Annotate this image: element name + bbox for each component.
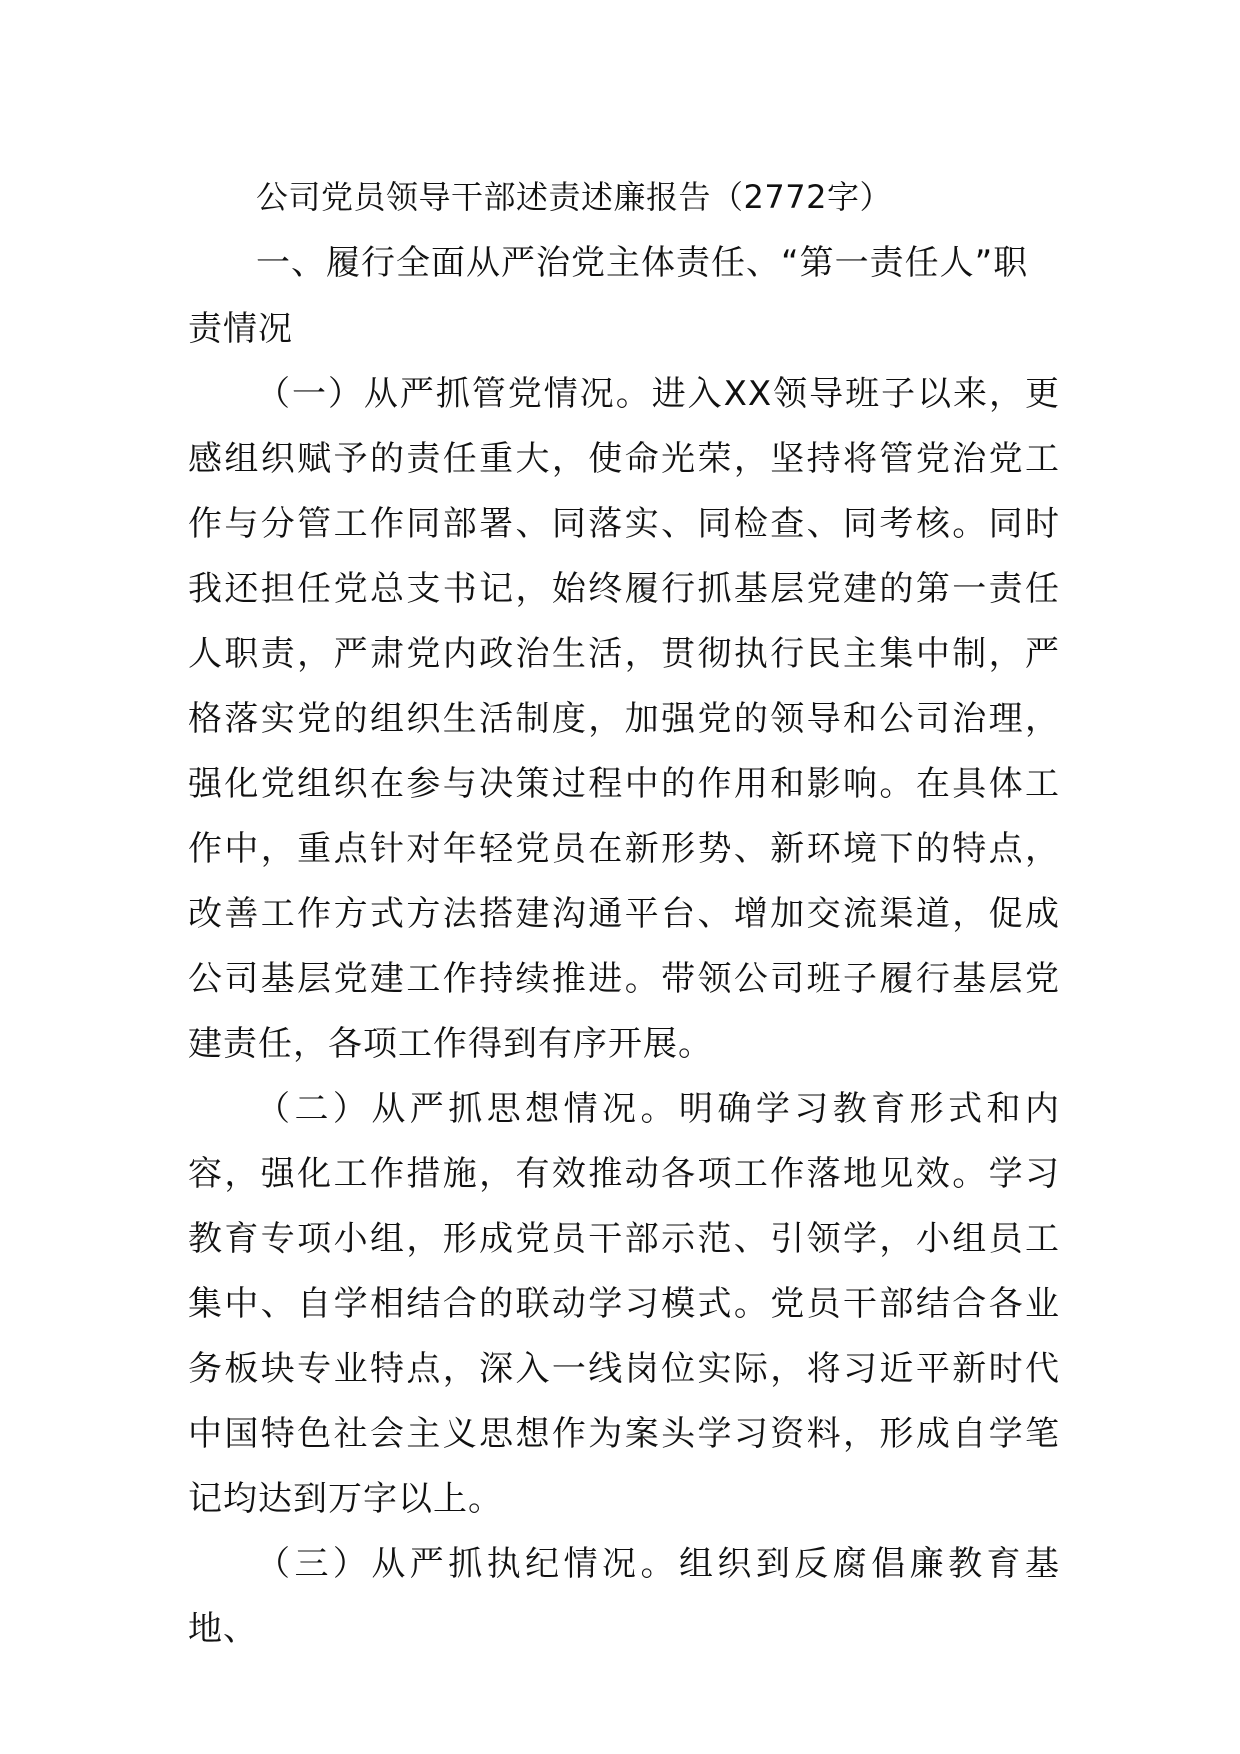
paragraph-2: （二）从严抓思想情况。明确学习教育形式和内容，强化工作措施，有效推动各项工作落地见效。学习教育专项小组，形成党员干部示范、引领学，小组员工集中、自学相结合的联动学习模式。党员干部结合各业务板块专业特点，深入一线岗位实际，将习近平新时代中国特色社会主义思想作为案头学习资料，形成自学笔记均达到万字以上。 [188,1089,1060,1519]
document-title: 公司党员领导干部述责述廉报告（2772字） [256,178,892,216]
paragraph-3: （三）从严抓执纪情况。组织到反腐倡廉教育基地、 [188,1544,1060,1649]
paragraph-1: （一）从严抓管党情况。进入XX领导班子以来，更感组织赋予的责任重大，使命光荣，坚持将管党治党工作与分管工作同部署、同落实、同检查、同考核。同时我还担任党总支书记，始终履行抓基层党建的第一责任人职责，严肃党内政治生活，贯彻执行民主集中制，严格落实党的组织生活制度，加强党的领导和公司治理，强化党组织在参与决策过程中的作用和影响。在具体工作中，重点针对年轻党员在新形势、新环境下的特点，改善工作方式方法搭建沟通平台、增加交流渠道，促成公司基层党建工作持续推进。带领公司班子履行基层党建责任，各项工作得到有序开展。 [188,374,1060,1064]
section-heading: 一、履行全面从严治党主体责任、“第一责任人”职责情况 [188,243,1029,349]
document-body [188,164,1060,1662]
